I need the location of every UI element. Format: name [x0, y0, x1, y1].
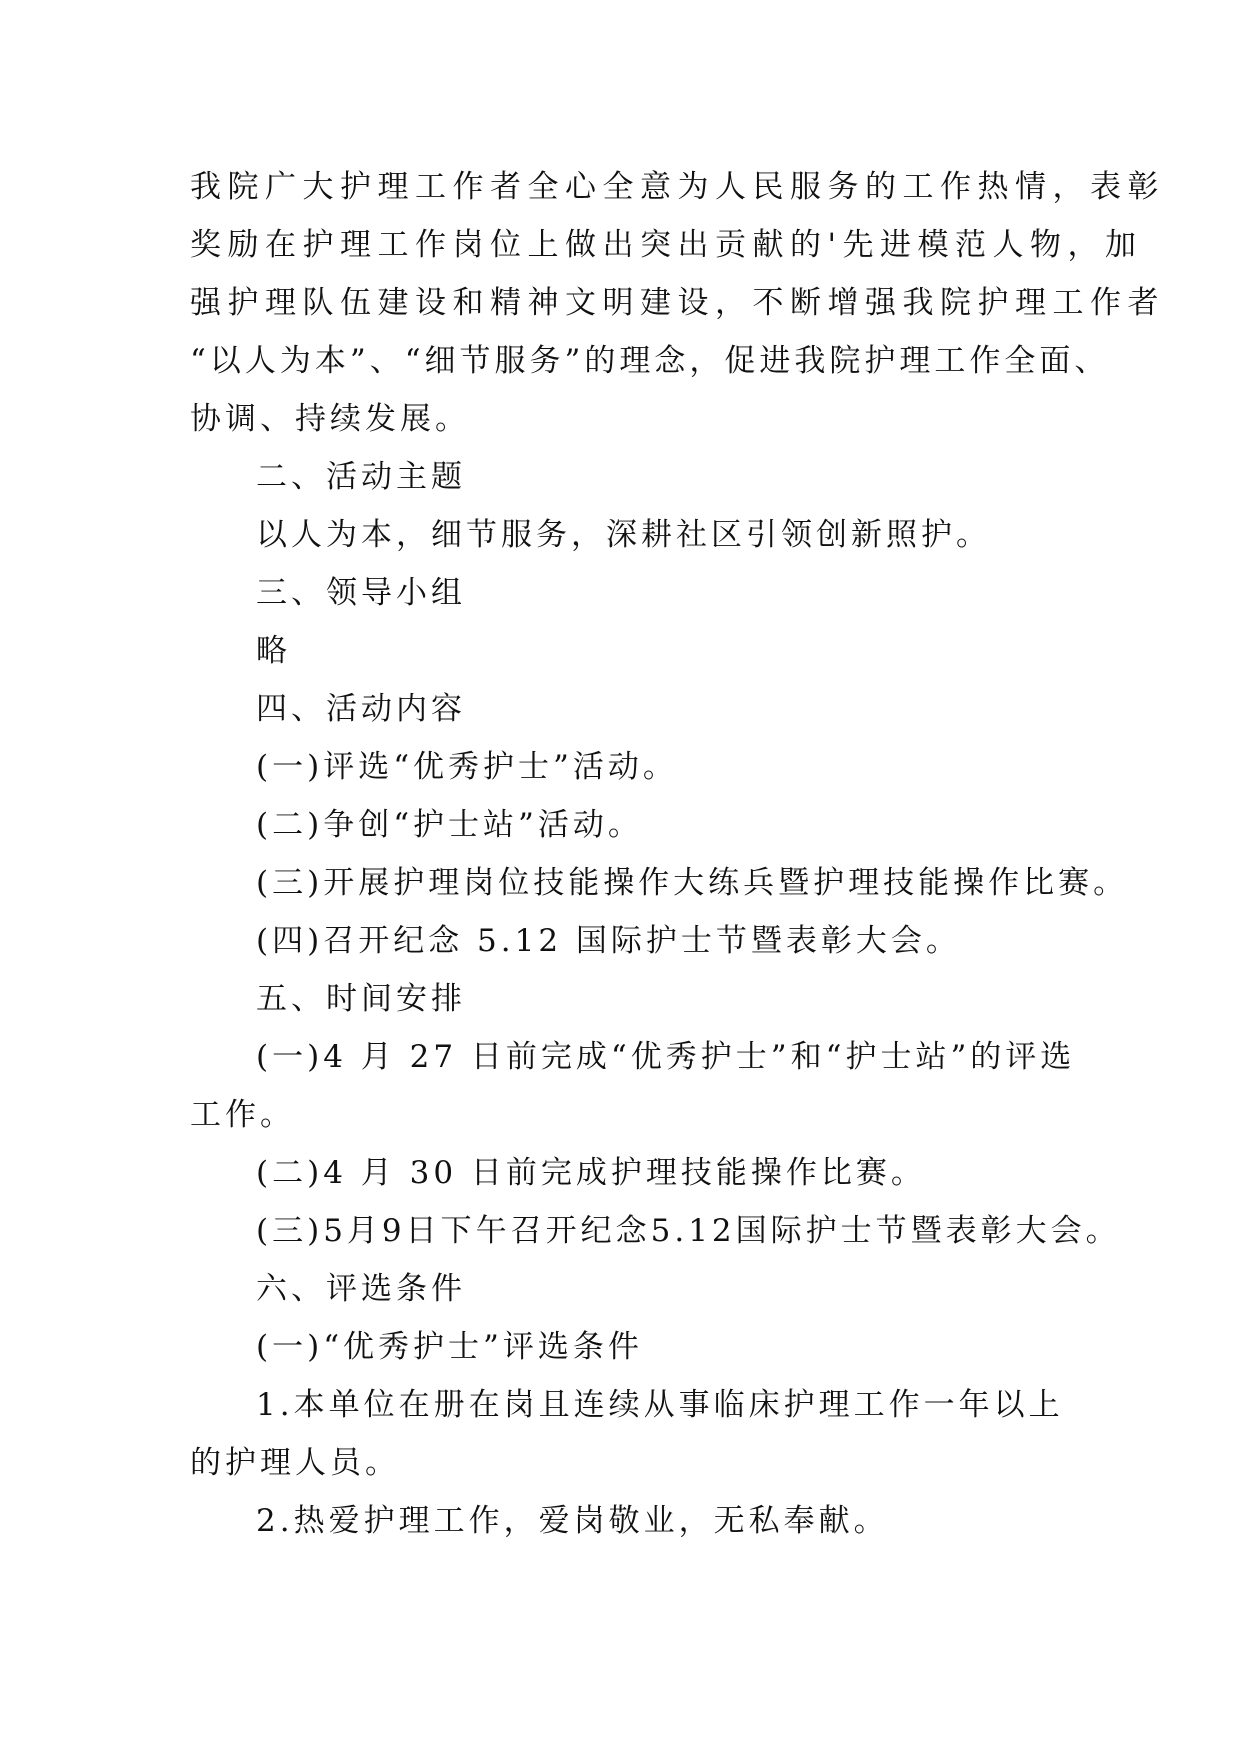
section-heading-schedule: 五、时间安排: [256, 981, 466, 1017]
list-item: (一)4 月 27 日前完成“优秀护士”和“护士站”的评选: [256, 1039, 1076, 1075]
list-item: 1.本单位在册在岗且连续从事临床护理工作一年以上: [256, 1387, 1064, 1423]
section-heading-content: 四、活动内容: [256, 691, 466, 727]
list-item: (二)4 月 30 日前完成护理技能操作比赛。: [256, 1155, 926, 1191]
paragraph-line: 奖励在护理工作岗位上做出突出贡献的'先进模范人物，加: [190, 227, 1143, 263]
paragraph-line: 协调、持续发展。: [190, 401, 470, 437]
document-body: [190, 158, 1165, 1550]
paragraph-line: 强护理队伍建设和精神文明建设，不断增强我院护理工作者: [190, 285, 1165, 321]
list-item: (四)召开纪念 5.12 国际护士节暨表彰大会。: [256, 923, 961, 959]
paragraph-line: 以人为本，细节服务，深耕社区引领创新照护。: [256, 517, 991, 553]
paragraph-line: 的护理人员。: [190, 1445, 400, 1481]
list-item: (三)开展护理岗位技能操作大练兵暨护理技能操作比赛。: [256, 865, 1129, 901]
list-item: (二)争创“护士站”活动。: [256, 807, 643, 843]
paragraph-line: “以人为本”、“细节服务”的理念，促进我院护理工作全面、: [190, 343, 1110, 379]
list-item: (三)5月9日下午召开纪念5.12国际护士节暨表彰大会。: [256, 1213, 1121, 1249]
list-item: 2.热爱护理工作，爱岗敬业，无私奉献。: [256, 1503, 889, 1539]
section-heading-criteria: 六、评选条件: [256, 1271, 466, 1307]
subsection-heading: (一)“优秀护士”评选条件: [256, 1329, 643, 1365]
list-item: (一)评选“优秀护士”活动。: [256, 749, 678, 785]
paragraph-line: 工作。: [190, 1097, 295, 1133]
paragraph-line: 略: [256, 633, 291, 669]
paragraph-line: 我院广大护理工作者全心全意为人民服务的工作热情，表彰: [190, 169, 1165, 205]
section-heading-leadership: 三、领导小组: [256, 575, 466, 611]
section-heading-theme: 二、活动主题: [256, 459, 466, 495]
